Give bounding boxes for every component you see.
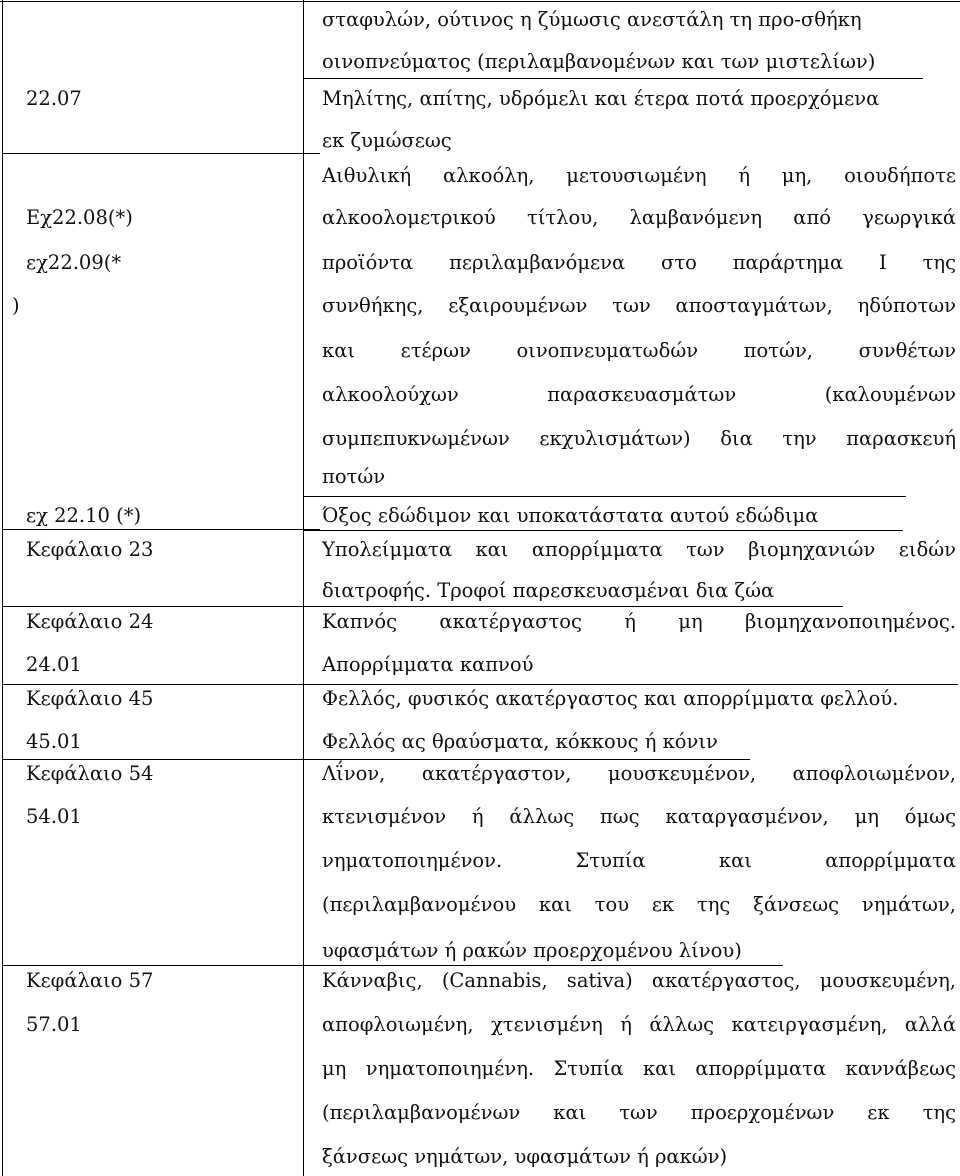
description-cell-line: Φελλός, φυσικός ακατέργαστος και απορρίμματα φελλού. [322, 687, 899, 710]
code-cell-line: Εχ22.08(*) [26, 206, 133, 229]
description-cell-line: (περιλαμβανομένου και του εκ της ξάνσεως νημάτων, [322, 893, 956, 916]
code-cell-line: Κεφάλαιο 23 [26, 538, 154, 561]
row-rule [0, 1, 960, 2]
description-cell-line: Απορρίμματα καπνού [322, 653, 534, 676]
description-cell-line: προϊόντα περιλαμβανόμενα στο παράρτημα Ι της [322, 251, 956, 274]
code-cell-line: εχ22.09(* [26, 251, 122, 274]
description-cell-line: εκ ζυμώσεως [322, 129, 452, 152]
description-cell-line: συνθήκης, εξαιρουμένων των αποσταγμάτων, ηδύποτων [322, 294, 956, 317]
row-rule [303, 530, 903, 531]
description-cell-line: οινοπνεύματος (περιλαμβανομένων και των μιστελίων) [322, 50, 876, 73]
row-rule [2, 529, 320, 530]
row-rule [2, 759, 320, 760]
description-cell-line: Υπολείμματα και απορρίμματα των βιομηχανιών ειδών [322, 538, 956, 561]
row-rule [303, 496, 906, 497]
code-cell-line: 54.01 [26, 805, 82, 828]
description-cell-line: ξάνσεως νημάτων, υφασμάτων ή ρακών) [322, 1145, 728, 1168]
row-rule [2, 153, 320, 154]
table-left-border [2, 0, 3, 1176]
code-cell-line: ) [12, 294, 20, 317]
description-cell-line: αποφλοιωμένη, χτενισμένη ή άλλως κατειργασμένη, αλλά [322, 1013, 956, 1036]
description-cell-line: κτενισμένον ή άλλως πως καταργασμένον, μη όμως [322, 805, 956, 828]
code-cell-line: Κεφάλαιο 45 [26, 687, 154, 710]
description-cell-line: νηματοποιημένον. Στυπία και απορρίμματα [322, 849, 956, 872]
description-cell-line: αλκοολομετρικού τίτλου, λαμβανόμενη από γεωργικά [322, 206, 956, 229]
row-rule [303, 965, 783, 966]
code-cell-line: 45.01 [26, 730, 82, 753]
description-cell-line: σταφυλών, ούτινος η ζύμωσις ανεστάλη τη προ-σθήκη [322, 8, 862, 31]
description-cell-line: Κάνναβις, (Cannabis, sativa) ακατέργαστος, μουσκευμένη, [322, 969, 956, 992]
description-cell-line: Όξος εδώδιμον και υποκατάστατα αυτού εδώδιμα [322, 504, 819, 527]
description-cell-line: (περιλαμβανομένων και των προερχομένων εκ της [322, 1101, 956, 1124]
code-cell-line: Κεφάλαιο 57 [26, 969, 154, 992]
description-cell-line: και ετέρων οινοπνευματωδών ποτών, συνθέτων [322, 339, 956, 362]
description-cell-line: αλκοολούχων παρασκευασμάτων (καλουμένων [322, 383, 956, 406]
row-rule [303, 78, 923, 79]
description-cell-line: ποτών [322, 465, 386, 488]
description-cell-line: συμπεπυκνωμένων εκχυλισμάτων) δια την παρασκευή [322, 427, 956, 450]
description-cell-line: Μηλίτης, απίτης, υδρόμελι και έτερα ποτά προερχόμενα [322, 87, 880, 110]
description-cell-line: διατροφής. Τροφοί παρεσκευασμέναι δια ζώα [322, 579, 775, 602]
description-cell-line: υφασμάτων ή ρακών προερχομένου λίνου) [322, 939, 742, 962]
row-rule [2, 684, 320, 685]
description-cell-line: μη νηματοποιημένη. Στυπία και απορρίμματα καννάβεως [322, 1057, 956, 1080]
description-cell-line: Λΐνον, ακατέργαστον, μουσκευμένον, αποφλοιωμένον, [322, 762, 956, 785]
row-rule [303, 606, 843, 607]
row-rule [2, 606, 320, 607]
row-rule [2, 965, 320, 966]
description-cell-line: Αιθυλική αλκοόλη, μετουσιωμένη ή μη, οιουδήποτε [322, 164, 956, 187]
description-cell-line: Φελλός ας θραύσματα, κόκκους ή κόνιν [322, 730, 718, 753]
row-rule [303, 759, 750, 760]
code-cell-line: 24.01 [26, 653, 82, 676]
code-cell-line: Κεφάλαιο 24 [26, 610, 154, 633]
code-cell-line: Κεφάλαιο 54 [26, 762, 154, 785]
description-cell-line: Καπνός ακατέργαστος ή μη βιομηχανοποιημένος. [322, 610, 956, 633]
code-cell-line: εχ 22.10 (*) [26, 504, 142, 527]
code-cell-line: 57.01 [26, 1013, 82, 1036]
row-rule [303, 684, 958, 685]
code-cell-line: 22.07 [26, 87, 82, 110]
column-divider [303, 0, 304, 1176]
